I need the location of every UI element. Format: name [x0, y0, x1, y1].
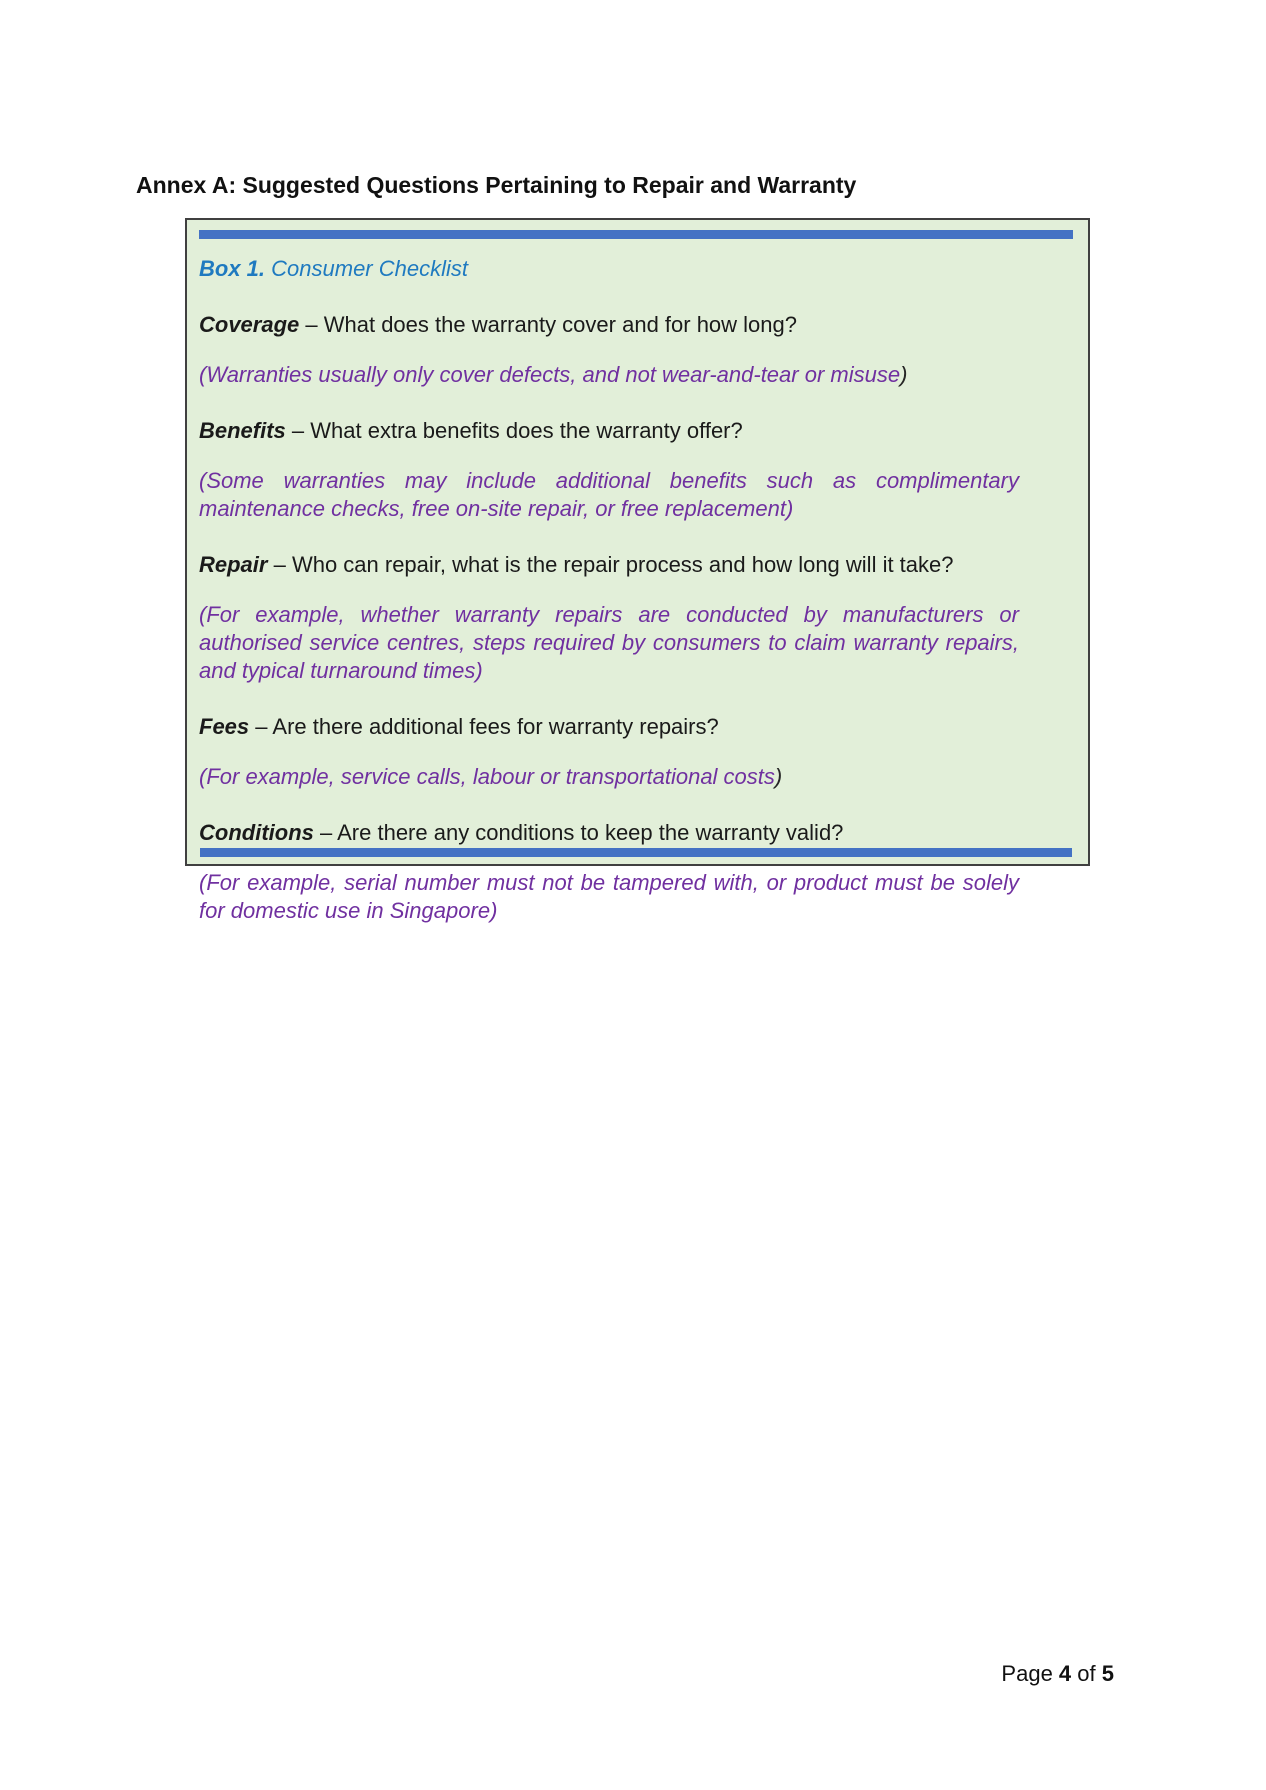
repair-note-close-paren: ) — [475, 658, 483, 683]
benefits-question-text: – What extra benefits does the warranty offer? — [285, 418, 743, 443]
section-benefits-note — [199, 467, 1019, 523]
repair-question-text: – Who can repair, what is the repair process and how long will it take? — [267, 552, 954, 577]
conditions-heading: Conditions — [199, 820, 314, 845]
conditions-question-text: – Are there any conditions to keep the warranty valid? — [313, 820, 844, 845]
benefits-note-close-paren: ) — [785, 496, 794, 521]
section-conditions-note — [199, 869, 1019, 925]
coverage-note-close-paren: ) — [900, 362, 908, 387]
section-fees-note — [199, 763, 1019, 791]
coverage-note-text: (Warranties usually only cover defects, and not wear-and-tear or misuse — [199, 362, 901, 387]
page-title: Annex A: Suggested Questions Pertaining to Repair and Warranty — [136, 172, 857, 199]
section-repair-question — [199, 551, 1019, 579]
consumer-checklist-box — [185, 218, 1090, 923]
benefits-note-text: (Some warranties may include additional benefits such as complimentary maintenance checks, free on-site repair, or free replacement — [199, 468, 1019, 521]
section-coverage-question — [199, 311, 1019, 339]
coverage-heading: Coverage — [199, 312, 300, 337]
box-content — [199, 255, 1019, 925]
of-word: of — [1071, 1661, 1102, 1686]
total-page-number: 5 — [1101, 1661, 1114, 1686]
box-bottom-accent-bar — [200, 848, 1072, 857]
section-coverage-note — [199, 361, 1019, 389]
benefits-heading: Benefits — [199, 418, 286, 443]
conditions-note-close-paren: ) — [490, 898, 498, 923]
box-label: Box 1. — [199, 256, 266, 281]
fees-note-text: (For example, service calls, labour or transportational costs — [199, 764, 775, 789]
section-fees-question — [199, 713, 1019, 741]
repair-note-text: (For example, whether warranty repairs are conducted by manufacturers or authorised service centres, steps required by consumers to claim warranty repairs, and typical turnaround times — [199, 602, 1019, 683]
current-page-number: 4 — [1058, 1661, 1072, 1686]
fees-heading: Fees — [199, 714, 250, 739]
page-number — [1001, 1661, 1114, 1687]
section-conditions-question — [199, 819, 1019, 847]
box-title — [199, 255, 1019, 283]
fees-note-close-paren: ) — [774, 764, 783, 789]
section-benefits-question — [199, 417, 1019, 445]
conditions-note-text: (For example, serial number must not be tampered with, or product must be solely for domestic use in Singapore — [199, 870, 1019, 923]
section-repair-note — [199, 601, 1019, 685]
box-top-accent-bar — [199, 230, 1073, 239]
repair-heading: Repair — [199, 552, 268, 577]
page-word: Page — [1001, 1661, 1059, 1686]
fees-question-text: – Are there additional fees for warranty repairs? — [249, 714, 719, 739]
coverage-question-text: – What does the warranty cover and for how long? — [299, 312, 797, 337]
box-title-text: Consumer Checklist — [265, 256, 468, 281]
